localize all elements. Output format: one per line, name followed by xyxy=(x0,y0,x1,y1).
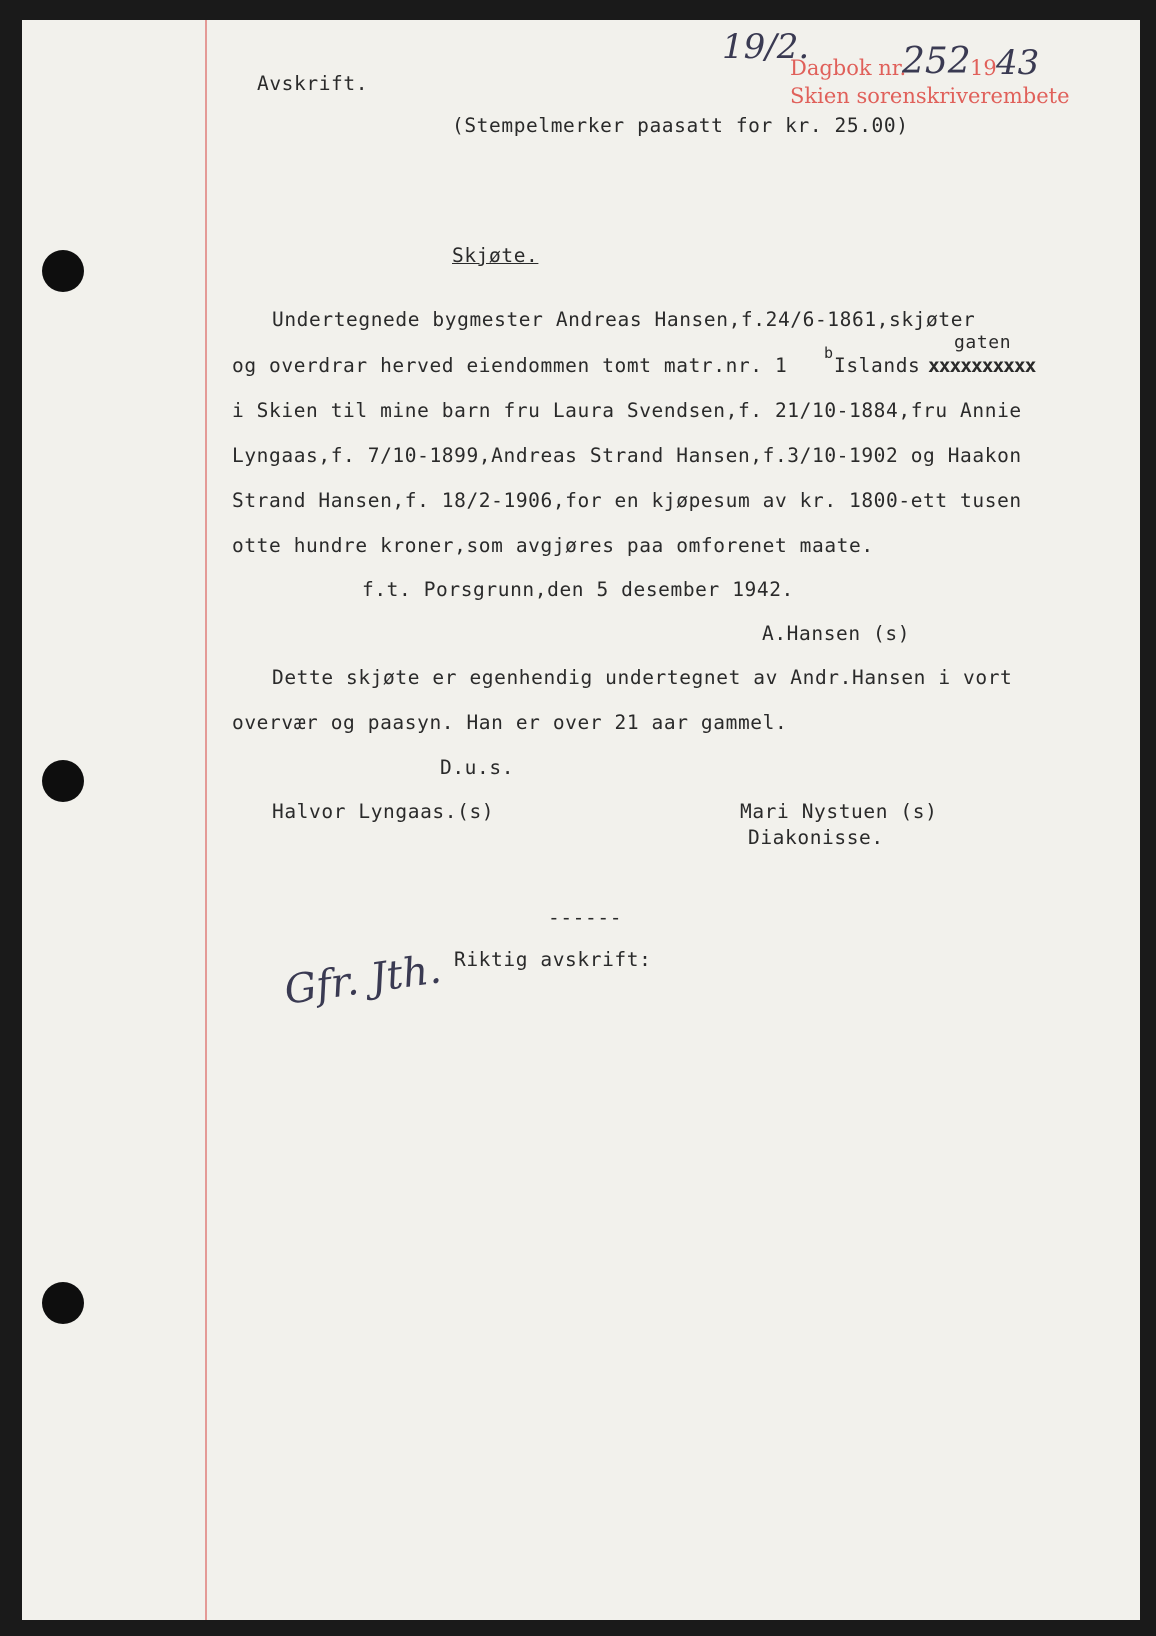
handwritten-initials: Gfr. Jth. xyxy=(281,946,444,1014)
witness-right-name: Mari Nystuen (s) xyxy=(740,800,938,823)
certification: Riktig avskrift: xyxy=(454,948,652,971)
insert-above: gaten xyxy=(954,332,1012,353)
registry-number: 252 xyxy=(902,41,971,82)
place-date: f.t. Porsgrunn,den 5 desember 1942. xyxy=(362,578,794,601)
body-line: Strand Hansen,f. 18/2-1906,for en kjøpesum av kr. 1800-ett tusen xyxy=(232,489,1022,512)
witness-line: Dette skjøte er egenhendig undertegnet av Andr.Hansen i vort xyxy=(272,666,1013,689)
margin-rule xyxy=(205,20,207,1620)
punch-hole xyxy=(42,1282,84,1324)
dus-abbrev: D.u.s. xyxy=(440,756,515,779)
body-line: Undertegnede bygmester Andreas Hansen,f.24/6-1861,skjøter xyxy=(272,308,976,331)
grantor-signature: A.Hansen (s) xyxy=(762,622,911,645)
registry-office: Skien sorenskriverembete xyxy=(790,84,1070,108)
body-line: og overdrar herved eiendommen tomt matr.nr. 1 xyxy=(232,354,788,377)
punch-hole xyxy=(42,760,84,802)
document-heading: Skjøte. xyxy=(452,244,539,267)
registry-year-hand: 43 xyxy=(996,43,1040,83)
document-title: Avskrift. xyxy=(257,72,369,95)
street-name: Islands xyxy=(834,354,921,377)
body-line: Lyngaas,f. 7/10-1899,Andreas Strand Hansen,f.3/10-1902 og Haakon xyxy=(232,444,1022,467)
witness-line: overvær og paasyn. Han er over 21 aar gammel. xyxy=(232,711,788,734)
separator: ------ xyxy=(548,906,623,929)
witness-right-title: Diakonisse. xyxy=(748,826,884,849)
body-line: i Skien til mine barn fru Laura Svendsen,f. 21/10-1884,fru Annie xyxy=(232,399,1022,422)
registry-label: Dagbok nr. xyxy=(790,56,907,80)
document-page xyxy=(22,20,1140,1620)
handwritten-date: 19/2. xyxy=(722,27,810,67)
stamp-note: (Stempelmerker paasatt for kr. 25.00) xyxy=(452,114,909,137)
witness-left: Halvor Lyngaas.(s) xyxy=(272,800,495,823)
punch-hole xyxy=(42,250,84,292)
matr-suffix: b xyxy=(824,344,834,362)
body-line: otte hundre kroner,som avgjøres paa omforenet maate. xyxy=(232,534,874,557)
registry-year-prefix: 19 xyxy=(970,56,997,80)
struck-text: xxxxxxxxxx xyxy=(928,354,1036,377)
